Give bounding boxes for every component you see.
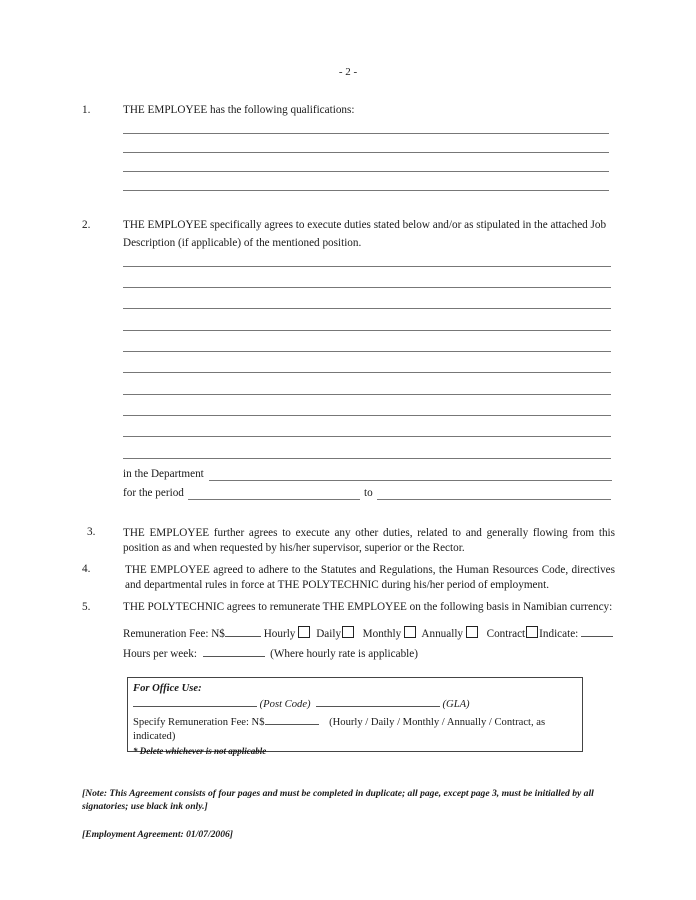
section-1-number: 1. [82, 104, 91, 116]
remuneration-row [123, 626, 613, 640]
office-use-title: For Office Use: [133, 683, 202, 694]
qualification-line-1[interactable] [123, 133, 609, 134]
page-number: - 2 - [338, 66, 358, 78]
indicate-label: Indicate: [539, 628, 579, 640]
specify-fee-label: Specify Remuneration Fee: N$ [133, 717, 265, 728]
period-label: for the period [123, 487, 184, 499]
qualification-line-3[interactable] [123, 171, 609, 172]
qualification-line-2[interactable] [123, 152, 609, 153]
section-4-number: 4. [82, 563, 91, 575]
hours-row [123, 646, 418, 660]
delete-note: * Delete whichever is not applicable [133, 746, 267, 756]
daily-label: Daily [316, 628, 342, 640]
hourly-checkbox[interactable] [298, 626, 310, 638]
department-label: in the Department [123, 468, 204, 480]
section-3-number: 3. [87, 526, 96, 538]
post-code-field[interactable] [133, 696, 257, 707]
duty-line-3[interactable] [123, 308, 611, 309]
section-2-text-line2: Description (if applicable) of the mentioned position. [123, 237, 362, 249]
duty-line-2[interactable] [123, 287, 611, 288]
monthly-checkbox[interactable] [404, 626, 416, 638]
specify-fee-field[interactable] [265, 714, 319, 725]
daily-checkbox[interactable] [342, 626, 354, 638]
hourly-label: Hourly [263, 628, 296, 640]
duty-line-5[interactable] [123, 351, 611, 352]
duty-line-4[interactable] [123, 330, 611, 331]
annually-checkbox[interactable] [466, 626, 478, 638]
section-2-number: 2. [82, 219, 91, 231]
section-2-text-line1: THE EMPLOYEE specifically agrees to execute duties stated below and/or as stipulated in the attached Job [123, 219, 607, 231]
section-5-number: 5. [82, 601, 91, 613]
section-1-text: THE EMPLOYEE has the following qualifications: [123, 104, 355, 116]
hours-per-week-label: Hours per week: [123, 648, 197, 660]
footer-version: [Employment Agreement: 01/07/2006] [82, 829, 233, 840]
hours-note: (Where hourly rate is applicable) [270, 648, 418, 660]
specify-fee-options-cont: indicated) [133, 731, 176, 742]
duty-line-6[interactable] [123, 372, 611, 373]
duty-line-10[interactable] [123, 458, 611, 459]
section-3-text: THE EMPLOYEE further agrees to execute any other duties, related to and generally flowing from this position as and when requested by his/her supervisor, superior or the Rector. [123, 527, 615, 554]
monthly-label: Monthly [362, 628, 402, 640]
remuneration-fee-field[interactable] [225, 626, 261, 637]
office-use-box [127, 677, 583, 756]
section-4-text: THE EMPLOYEE agreed to adhere to the Statutes and Regulations, the Human Resources Code, directives and departmental rules in force at THE POLYTECHNIC during his/her period of employment. [125, 564, 615, 591]
duty-line-8[interactable] [123, 415, 611, 416]
period-to-label: to [364, 487, 373, 499]
remuneration-fee-label: Remuneration Fee: N$ [123, 628, 225, 640]
contract-label: Contract [486, 628, 526, 640]
period-from-field[interactable] [188, 499, 360, 500]
period-to-field[interactable] [377, 499, 611, 500]
annually-label: Annually [421, 628, 464, 640]
specify-fee-options: (Hourly / Daily / Monthly / Annually / Contract, as [329, 717, 546, 728]
section-5-text: THE POLYTECHNIC agrees to remunerate THE EMPLOYEE on the following basis in Namibian currency: [123, 601, 613, 613]
duty-line-9[interactable] [123, 436, 611, 437]
hours-per-week-field[interactable] [203, 646, 265, 657]
agreement-note: [Note: This Agreement consists of four pages and must be completed in duplicate; all page, except page 3, must be initialled by all signatories; use black ink only.] [82, 788, 594, 812]
gla-label: (GLA) [442, 699, 470, 710]
duty-line-1[interactable] [123, 266, 611, 267]
qualification-line-4[interactable] [123, 190, 609, 191]
post-code-label: (Post Code) [259, 699, 311, 710]
indicate-field[interactable] [581, 626, 613, 637]
duty-line-7[interactable] [123, 394, 611, 395]
department-field[interactable] [209, 480, 612, 481]
gla-field[interactable] [316, 696, 440, 707]
contract-checkbox[interactable] [526, 626, 538, 638]
